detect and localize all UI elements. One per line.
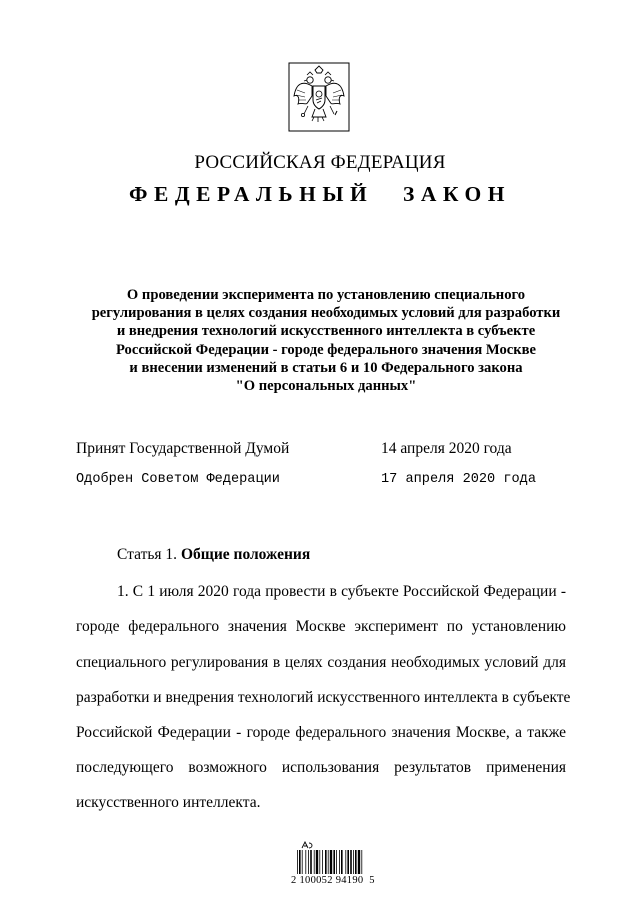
article-title: Общие положения (180, 546, 311, 563)
paragraph-line: Российской Федерации - городе федерального значения Москве, а также (76, 724, 566, 741)
law-title-line: и внесении изменений в статьи 6 и 10 Федерального закона (129, 359, 523, 376)
law-title-line: и внедрения технологий искусственного интеллекта в субъекте (116, 323, 536, 340)
paragraph-line: искусственного интеллекта. (76, 794, 261, 811)
article-number: Статья 1. (117, 546, 178, 563)
paragraph-line: специального регулирования в целях создания необходимых условий для (76, 654, 566, 671)
registry-mark-icon (301, 841, 315, 849)
duma-adoption-label: Принят Государственной Думой (76, 440, 290, 457)
paragraph-line: городе федерального значения Москве эксперимент по установлению (76, 618, 566, 635)
law-title-line: регулирования в целях создания необходимых условий для разработки (91, 305, 561, 322)
article-heading (117, 546, 310, 564)
law-title-line: Российской Федерации - городе федерального значения Москве (116, 341, 536, 358)
coat-of-arms-emblem (288, 62, 350, 132)
law-title-line: "О персональных данных" (235, 378, 417, 395)
council-approval-date: 17 апреля 2020 года (381, 472, 536, 487)
country-name: РОССИЙСКАЯ ФЕДЕРАЦИЯ (194, 152, 446, 173)
law-title-line: О проведении эксперимента по установлению специального (126, 287, 526, 303)
duma-adoption-date: 14 апреля 2020 года (381, 440, 512, 457)
paragraph-line: разработки и внедрения технологий искусственного интеллекта в субъекте (76, 689, 571, 706)
law-title (88, 286, 564, 395)
document-type-title: ФЕДЕРАЛЬНЫЙ ЗАКОН (129, 182, 511, 206)
barcode (296, 850, 378, 876)
council-approval-label: Одобрен Советом Федерации (76, 472, 280, 487)
barcode-number: 2 100052 94190 5 (291, 875, 375, 886)
paragraph-line: последующего возможного использования результатов применения (76, 759, 566, 776)
paragraph-line: 1. С 1 июля 2020 года провести в субъекте Российской Федерации - (117, 583, 566, 600)
